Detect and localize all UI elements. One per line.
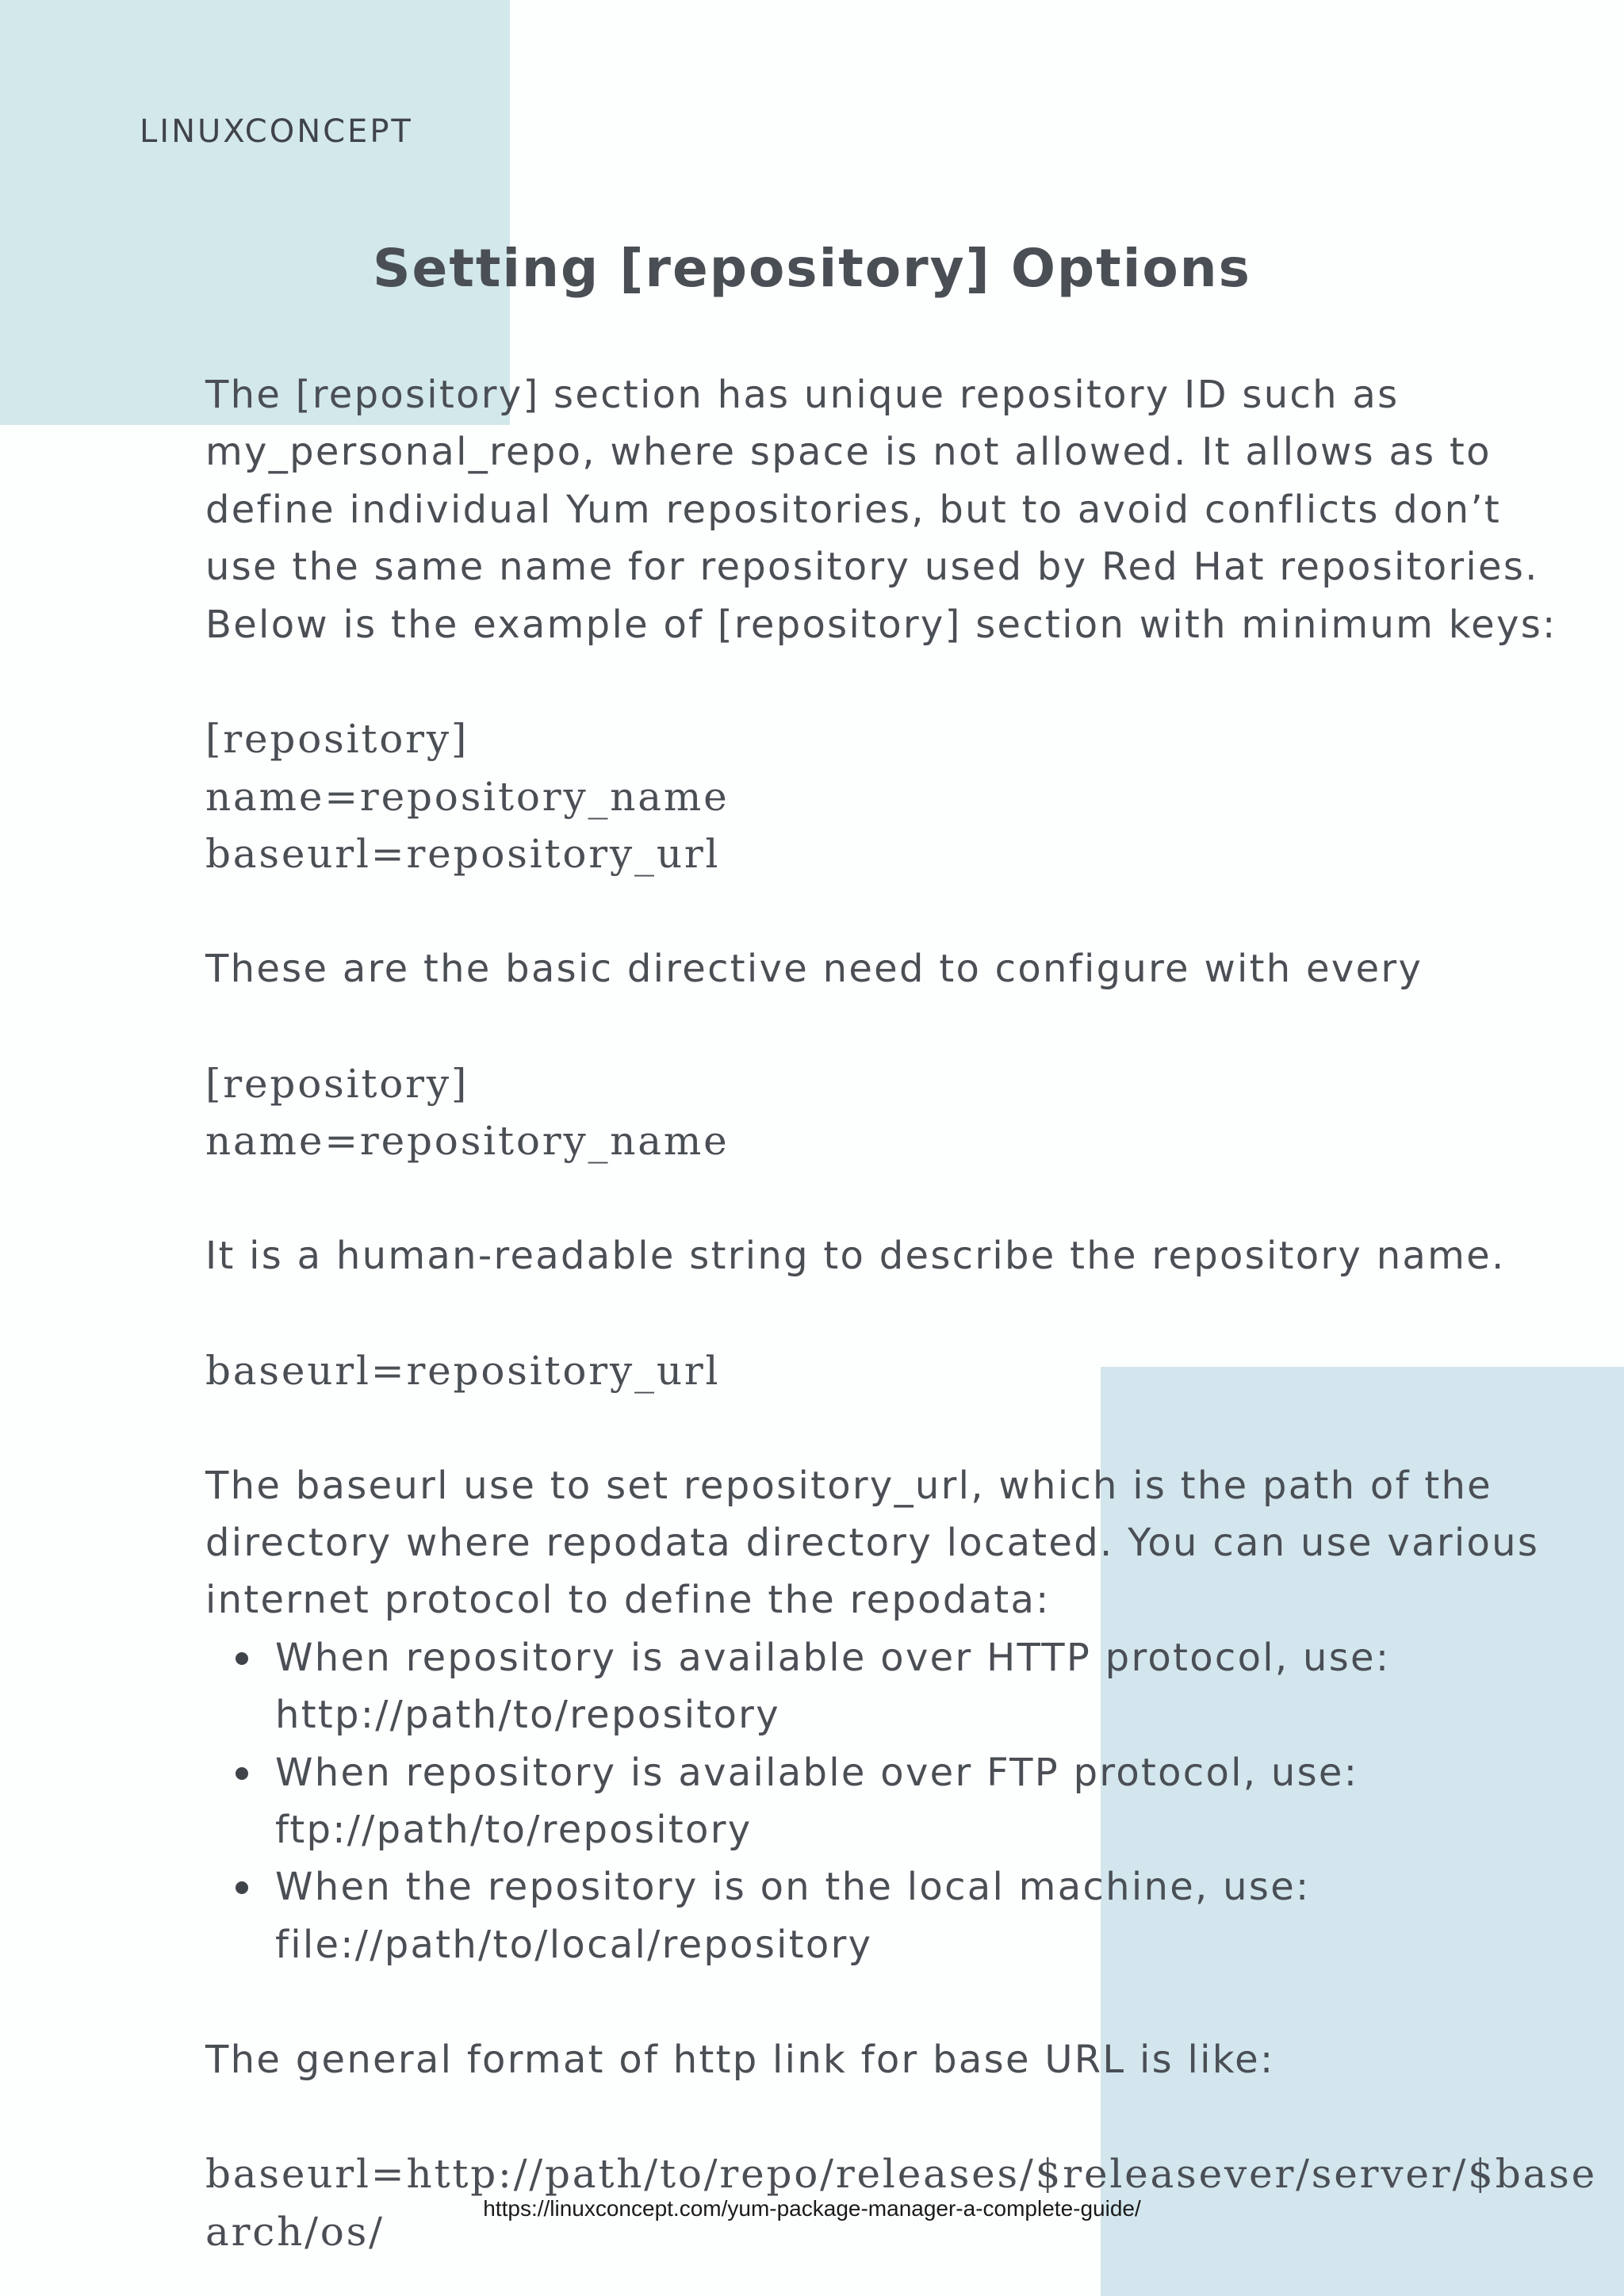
list-item-path: ftp://path/to/repository [275, 1808, 753, 1853]
intro-line: my_personal_repo, where space is not allowed. It allows as to [205, 430, 1492, 475]
bullet-icon [236, 1767, 248, 1780]
page-title: Setting [repository] Options [373, 238, 1251, 299]
intro-line: define individual Yum repositories, but to avoid conflicts don’t [205, 487, 1502, 532]
baseurl-description-line: internet protocol to define the repodata: [205, 1578, 1051, 1623]
intro-line: The [repository] section has unique repository ID such as [205, 373, 1400, 417]
list-item-path: http://path/to/repository [275, 1693, 780, 1738]
name-description: It is a human-readable string to describe the repository name. [205, 1234, 1506, 1279]
bullet-icon [236, 1652, 248, 1665]
code-line: baseurl=repository_url [205, 1347, 721, 1394]
baseurl-description-line: The baseurl use to set repository_url, which is the path of the [205, 1463, 1493, 1508]
intro-line: Below is the example of [repository] section with minimum keys: [205, 602, 1557, 647]
baseurl-description-line: directory where repodata directory located. You can use various [205, 1521, 1540, 1566]
list-item-text: When repository is available over HTTP protocol, use: [275, 1635, 1391, 1680]
format-text: The general format of http link for base URL is like: [205, 2037, 1275, 2082]
code-line: name=repository_name [205, 773, 730, 820]
decorative-block-top [0, 0, 510, 425]
protocol-list [205, 1629, 1601, 1973]
brand-name: LINUXCONCEPT [140, 113, 413, 150]
code-line: [repository] [205, 1060, 469, 1107]
code-line: [repository] [205, 716, 469, 763]
list-item-text: When repository is available over FTP protocol, use: [275, 1750, 1359, 1795]
bullet-icon [236, 1881, 248, 1894]
article-body [205, 366, 1601, 2260]
code-line: arch/os/ [205, 2208, 385, 2255]
code-line: name=repository_name [205, 1118, 730, 1165]
intro-line: use the same name for repository used by Red Hat repositories. [205, 545, 1539, 590]
list-item [205, 1629, 1601, 1744]
source-url: https://linuxconcept.com/yum-package-manager-a-complete-guide/ [483, 2196, 1141, 2221]
code-line: baseurl=repository_url [205, 831, 721, 878]
list-item-text: When the repository is on the local machine, use: [275, 1865, 1311, 1910]
list-item [205, 1858, 1601, 1973]
code-line: baseurl=http://path/to/repo/releases/$releasever/server/$base [205, 2151, 1598, 2198]
basic-text: These are the basic directive need to configure with every [205, 947, 1423, 992]
list-item [205, 1744, 1601, 1859]
list-item-path: file://path/to/local/repository [275, 1922, 873, 1967]
